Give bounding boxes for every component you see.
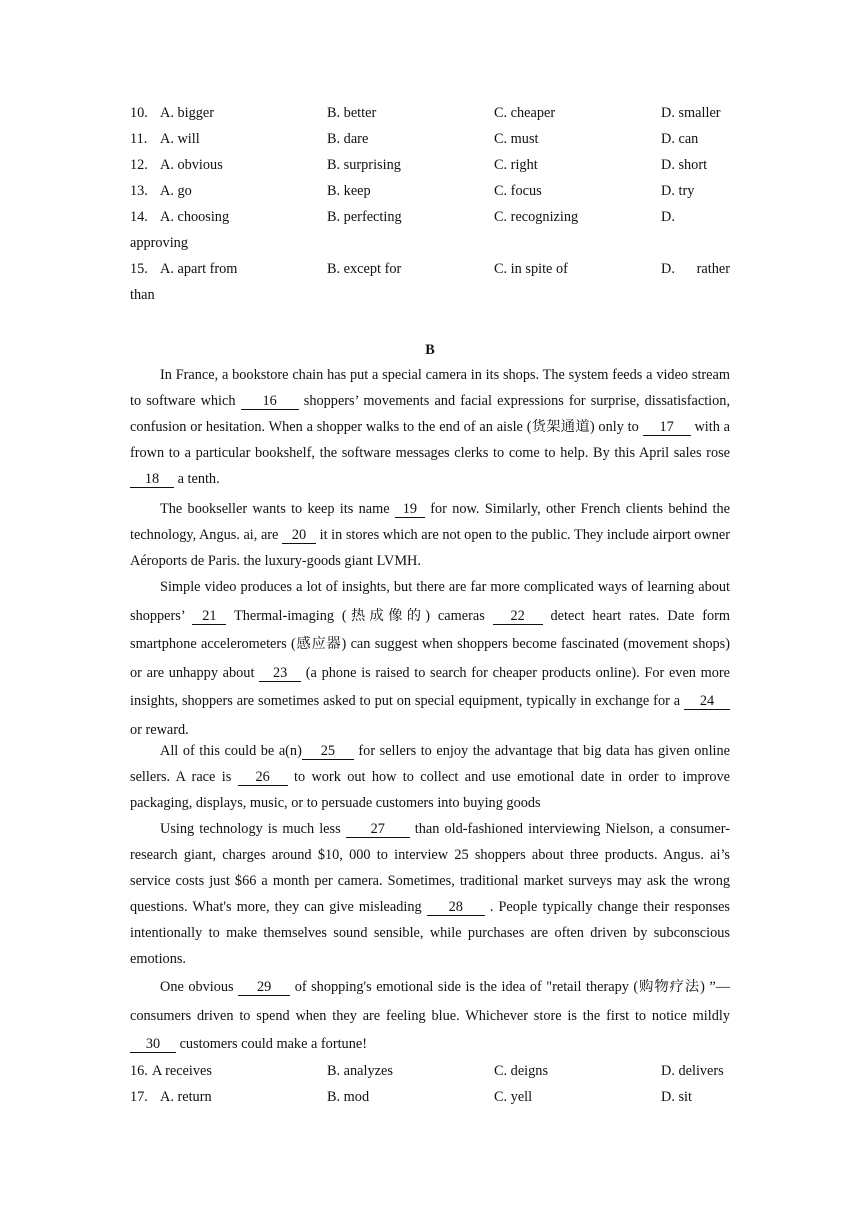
passage-text: All of this could be a(n) xyxy=(160,743,302,759)
blank-23: 23 xyxy=(259,665,301,682)
option-b: B. better xyxy=(327,105,377,121)
blank-24: 24 xyxy=(684,693,730,710)
paragraph-5 xyxy=(130,816,730,972)
option-a: A. will xyxy=(160,131,200,147)
passage-text: or reward. xyxy=(130,721,189,738)
option-c: C. right xyxy=(494,157,538,173)
option-d-wrap: approving xyxy=(130,235,188,251)
blank-16: 16 xyxy=(241,393,299,410)
question-row-11 xyxy=(130,129,730,149)
paragraph-4 xyxy=(130,738,730,816)
option-d-letter: D. xyxy=(661,261,675,277)
question-number: 16. xyxy=(130,1063,148,1079)
question-number: 12. xyxy=(130,157,148,173)
passage-text: Using technology is much less xyxy=(160,821,341,837)
question-number: 17. xyxy=(130,1089,148,1105)
question-number: 11. xyxy=(130,131,148,147)
question-number: 14. xyxy=(130,209,148,225)
option-d-wrap: than xyxy=(130,287,155,303)
passage-text: for sellers to enjoy the advantage that big data has given online sellers. A race is xyxy=(130,743,731,785)
option-d: D. xyxy=(661,209,675,225)
option-c: C. yell xyxy=(494,1089,533,1105)
option-b: B. perfecting xyxy=(327,209,402,225)
option-b: B. analyzes xyxy=(327,1063,393,1079)
option-d: D. try xyxy=(661,183,695,199)
passage-text: One obvious xyxy=(160,979,234,995)
passage-text: In France, a bookstore chain has put a special camera in its shops. The system feeds a video stream to software which xyxy=(130,367,730,409)
option-c: C. recognizing xyxy=(494,209,579,225)
blank-21: 21 xyxy=(192,608,226,625)
passage-text: Simple video produces a lot of insights, but there are far more complicated ways of learning about shoppers’ xyxy=(130,579,730,624)
blank-17: 17 xyxy=(643,419,691,436)
blank-19: 19 xyxy=(395,501,425,518)
option-d: D. delivers xyxy=(661,1063,724,1079)
question-row-17 xyxy=(130,1087,730,1107)
question-row-14 xyxy=(130,207,730,227)
option-a: A. obvious xyxy=(160,157,223,173)
passage-text: (a phone is raised to search for cheaper products online). For even more insights, shoppers are sometimes asked to put on special equipment, typically in exchange for a xyxy=(130,664,730,710)
question-number: 10. xyxy=(130,105,148,121)
question-number: 13. xyxy=(130,183,148,199)
section-title: B xyxy=(425,342,435,358)
passage-text: than old-fashioned interviewing Nielson, a consumer-research giant, charges around $10, 000 to interview 25 shoppers about three products. Angus. ai’s service costs just $66 a month per camera. Sometimes, traditional market surveys may ask the wrong questions. What's more, they can give misleading xyxy=(130,821,730,915)
option-c: C. deigns xyxy=(494,1063,549,1079)
blank-18: 18 xyxy=(130,471,174,488)
option-a: A. apart from xyxy=(160,261,238,277)
paragraph-6 xyxy=(130,973,730,1059)
option-b: B. mod xyxy=(327,1089,370,1105)
passage-text: . People typically change their responses intentionally to make themselves sound sensible, while purchases are often driven by subconscious emotions. xyxy=(130,899,730,967)
option-d: D. can xyxy=(661,131,699,147)
option-b: B. dare xyxy=(327,131,369,147)
option-a: A. bigger xyxy=(160,105,214,121)
passage-text: to work out how to collect and use emotional date in order to improve packaging, displays, music, or to persuade customers into buying goods xyxy=(130,769,730,811)
option-c: C. focus xyxy=(494,183,542,199)
option-a: A. return xyxy=(160,1089,212,1105)
question-number: 15. xyxy=(130,261,148,277)
option-d: D. smaller xyxy=(661,105,721,121)
option-b: B. keep xyxy=(327,183,371,199)
paragraph-3 xyxy=(130,573,730,745)
question-row-10 xyxy=(130,103,730,123)
option-d-text: rather xyxy=(696,261,730,277)
option-d: D. sit xyxy=(661,1089,692,1105)
passage-text: for now. Similarly, other French clients behind the technology, Angus. ai, are xyxy=(130,501,731,543)
option-b: B. except for xyxy=(327,261,402,277)
passage-text: of shopping's emotional side is the idea of "retail therapy (购物疗法) ”—consumers driven to spend when they are feeling blue. Whichever store is the first to notice mildly xyxy=(130,979,731,1024)
passage-text: with a frown to a particular bookshelf, the software messages clerks to come to help. By this April sales rose xyxy=(130,419,731,461)
option-a: A. choosing xyxy=(160,209,230,225)
passage-text: detect heart rates. Date form smartphone accelerometers (感应器) can suggest when shoppers become fascinated (movement shops) or are unhappy about xyxy=(130,607,731,681)
blank-20: 20 xyxy=(282,527,316,544)
option-c: C. cheaper xyxy=(494,105,556,121)
passage-text: it in stores which are not open to the public. They include airport owner Aéroports de Paris. the luxury-goods giant LVMH. xyxy=(130,527,731,569)
option-b: B. surprising xyxy=(327,157,401,173)
passage-text: The bookseller wants to keep its name xyxy=(160,501,390,517)
blank-29: 29 xyxy=(238,979,290,996)
question-row-15 xyxy=(130,259,730,279)
blank-27: 27 xyxy=(346,821,410,838)
blank-26: 26 xyxy=(238,769,288,786)
option-c: C. must xyxy=(494,131,539,147)
blank-22: 22 xyxy=(493,608,543,625)
question-row-13 xyxy=(130,181,730,201)
option-d: D. short xyxy=(661,157,708,173)
passage-text: a tenth. xyxy=(177,471,220,487)
option-d xyxy=(661,259,730,279)
option-c: C. in spite of xyxy=(494,261,568,277)
option-a: A. go xyxy=(160,183,192,199)
question-row-12 xyxy=(130,155,730,175)
paragraph-1 xyxy=(130,362,730,492)
option-a: A receives xyxy=(152,1063,212,1079)
blank-25: 25 xyxy=(302,743,354,760)
passage-text: shoppers’ movements and facial expressions for surprise, dissatisfaction, confusion or hesitation. When a shopper walks to the end of an aisle (货架通道) only to xyxy=(130,393,731,435)
paragraph-2 xyxy=(130,496,730,574)
blank-30: 30 xyxy=(130,1036,176,1053)
question-row-16 xyxy=(130,1061,730,1081)
blank-28: 28 xyxy=(427,899,485,916)
passage-text: Thermal-imaging (热成像的) cameras xyxy=(234,607,485,624)
passage-text: customers could make a fortune! xyxy=(179,1036,367,1053)
